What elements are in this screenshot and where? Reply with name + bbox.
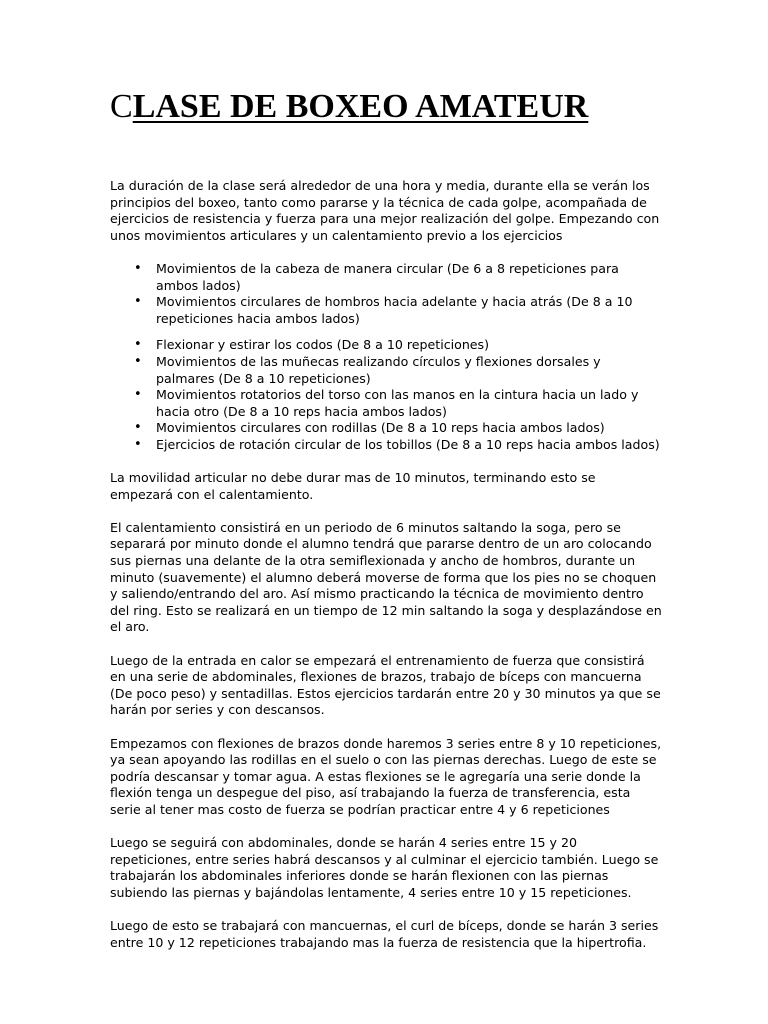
paragraph-mobility: La movilidad articular no debe durar mas de 10 minutos, terminando esto se empezará con el calentamiento. [110,470,596,502]
list-item [134,294,662,327]
title-first-letter: C [110,88,133,125]
list-item [134,337,662,354]
list-item [134,353,662,387]
document-title [110,86,588,128]
bullet-icon: • [134,420,142,436]
title-underlined-text: LASE DE BOXEO AMATEUR [132,88,589,125]
paragraph-strength: Luego de la entrada en calor se empezará el entrenamiento de fuerza que consistirá en una serie de abdominales, flexiones de brazos, trabajo de bíceps con mancuerna (De poco peso) y sentadillas. Estos ejercicios tardarán entre 20 y 30 minutos ya que se harán por series y con descansos. [110,652,661,718]
list-item-text: Movimientos rotatorios del torso con las manos en la cintura hacia un lado y hacia otro (De 8 a 10 reps hacia ambos lados) [156,387,639,419]
bullet-icon: • [134,337,142,353]
bullet-list-b [110,337,662,453]
list-item-text: Movimientos de la cabeza de manera circular (De 6 a 8 repeticiones para ambos lados) [156,260,619,293]
list-item-text: Movimientos circulares con rodillas (De 8 a 10 reps hacia ambos lados) [156,420,605,436]
list-item-text: Flexionar y estirar los codos (De 8 a 10 repeticiones) [156,337,490,353]
bullet-icon: • [134,387,142,403]
document-body [110,178,662,968]
intro-paragraph: La duración de la clase será alrededor de una hora y media, durante ella se verán los principios del boxeo, tanto como pararse y la técnica de cada golpe, acompañada de ejercicios de resistencia y fuerza para una mejor realización del golpe. Empezando con unos movimientos articulares y un calentamiento previo a los ejercicios [110,178,660,243]
paragraph-dumbbells: Luego de esto se trabajará con mancuernas, el curl de bíceps, donde se harán 3 series entre 10 y 12 repeticiones trabajando mas la fuerza de resistencia que la hipertrofia. [110,918,659,950]
paragraph-warmup: El calentamiento consistirá en un periodo de 6 minutos saltando la soga, pero se separará por minuto donde el alumno tendrá que pararse dentro de un aro colocando sus piernas una delante de la otra semiflexionada y ancho de hombros, durante un minuto (suavemente) el alumno deberá moverse de forma que los pies no se choquen y saliendo/entrando del aro. Así mismo practicando la técnica de movimiento dentro del ring. Esto se realizará en un tiempo de 12 min saltando la soga y desplazándose en el aro. [110,519,662,635]
paragraph-abdominals: Luego se seguirá con abdominales, donde se harán 4 series entre 15 y 20 repeticiones, entre series habrá descansos y al culminar el ejercicio también. Luego se trabajarán los abdominales inferiores donde se harán flexionen con las piernas subiendo las piernas y bajándolas lentamente, 4 series entre 10 y 15 repeticiones. [110,835,659,900]
list-item-text: Ejercicios de rotación circular de los tobillos (De 8 a 10 reps hacia ambos lados) [156,436,660,452]
list-item [134,420,662,437]
bullet-icon: • [134,436,142,452]
list-item [134,436,662,454]
list-item-text: Movimientos circulares de hombros hacia adelante y hacia atrás (De 8 a 10 repeticiones hacia ambos lados) [156,294,633,326]
list-item [134,260,662,294]
bullet-icon: • [134,353,142,369]
paragraph-pushups: Empezamos con flexiones de brazos donde haremos 3 series entre 8 y 10 repeticiones, ya sean apoyando las rodillas en el suelo o con las piernas derechas. Luego de este se podría descansar y tomar agua. A estas flexiones se le agregaría una serie donde la flexión tenga un despegue del piso, así trabajando la fuerza de transferencia, esta serie al tener mas costo de fuerza se podrían practicar entre 4 y 6 repeticiones [110,735,662,817]
bullet-icon: • [134,260,142,276]
list-item [134,387,662,420]
bullet-list-a [110,261,662,327]
list-item-text: Movimientos de las muñecas realizando círculos y flexiones dorsales y palmares (De 8 a 10 repeticiones) [156,353,601,386]
bullet-icon: • [134,294,142,310]
